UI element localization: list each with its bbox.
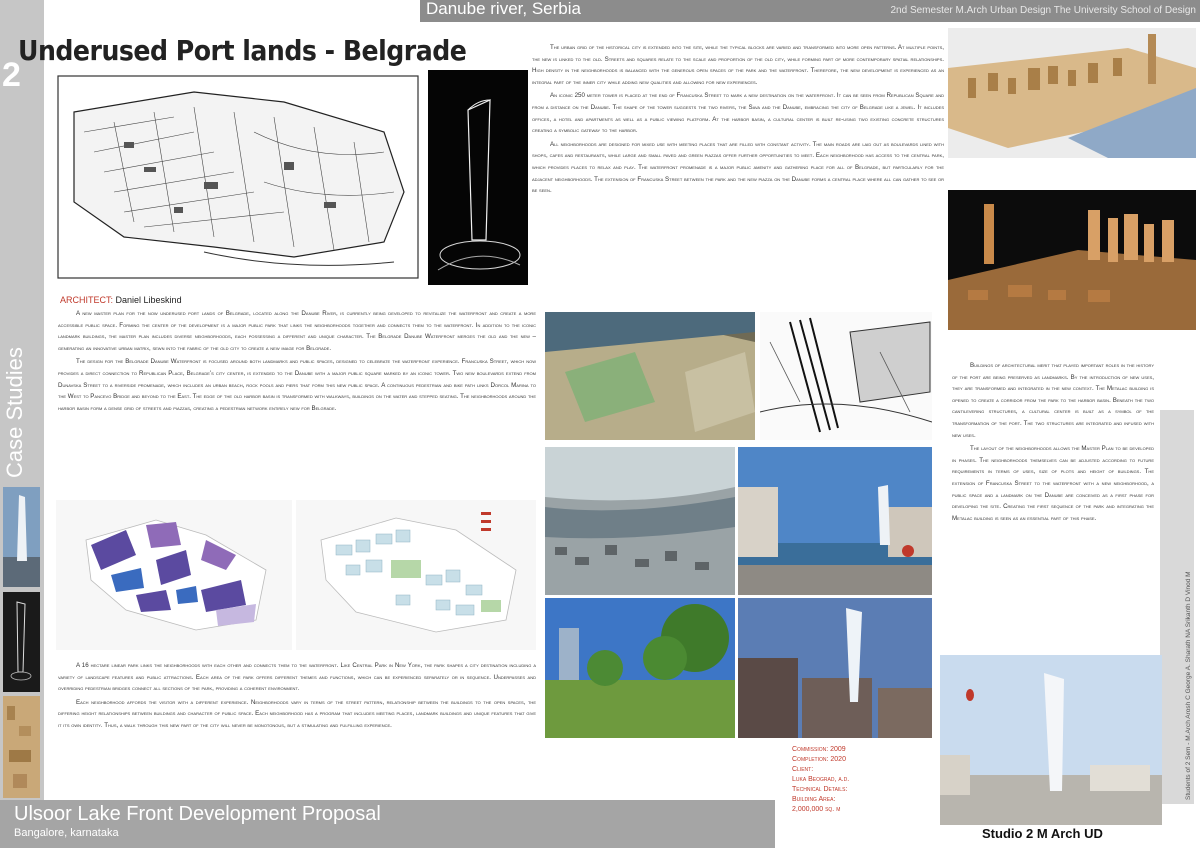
middle-paragraph: An iconic 250 meter tower is placed at the end of Francuska Street to mark a new destination on the waterfront. It can be seen from Republican Square and from a distance on the Danube. The shape of the tower suggests the two rivers, the Sava and the Danube, embracing the city of Belgrade like a jewel. It includes offices, a hotel and apartments as well as a public viewing platform. At the harbor basin, a cultural center is built re-using two existing concrete structures creating a symbolic gateway to the harbor.	[532, 92, 944, 135]
aerial-city-photo	[545, 447, 735, 595]
studio-label: Studio 2 M Arch UD	[982, 826, 1103, 841]
project-facts	[792, 745, 912, 815]
footer-title: Ulsoor Lake Front Development Proposal	[14, 803, 381, 825]
tower-render-dusk	[738, 598, 932, 738]
fact-area-label: Building Area:	[792, 796, 836, 803]
park-render	[545, 598, 735, 738]
footer-subtitle: Bangalore, karnataka	[14, 827, 119, 839]
right-paragraph: Buildings of architectural merit that played important roles in the history of the port are being preserved as landmarks. By the introduction of new uses, they are transformed and integrated in the new context. The Metalac building is opened to create a corridor from the park to the harbor basin. Beneath the two cantilevering structures, a cultural center is built as a symbol of the transformation of the port. The two structures are integrated and infused with new uses.	[952, 362, 1154, 439]
tower-sketch	[428, 70, 528, 285]
park-text-block	[58, 660, 536, 734]
fact-client: Luka Beograd, a.d.	[792, 776, 850, 783]
fact-completion: Completion: 2020	[792, 756, 846, 763]
perspective-sketch	[760, 312, 932, 440]
architect-name: Daniel Libeskind	[115, 295, 182, 305]
architect-label: ARCHITECT:	[60, 295, 114, 305]
middle-paragraph: All neighborhoods are designed for mixed use with meeting places that are filled with constant activity. The main roads are laid out as boulevards lined with shops, cafes and restaurants, while large and small paved and green piazzas offer further opportunities to meet. Each neighborhood has access to the central park, which provides places to relax and play. The waterfront promenade is a major public amenity and gathering place for all of Belgrade, but particularly for the adjacent neighborhoods. The extension of Francuska Street between the park and the new piazza on the Danube forms a central place where all can gather to see or be seen.	[532, 140, 945, 195]
page-title: Underused Port lands - Belgrade	[18, 34, 467, 67]
intro-text-block	[58, 308, 536, 416]
banner-course-label: 2nd Semester M.Arch Urban Design The University School of Design	[890, 5, 1196, 16]
master-plan-diagram-left	[56, 500, 292, 650]
intro-paragraph: A new master plan for the now underused port lands of Belgrade, located along the Danube River, is currently being developed to revitalize the waterfront and create a more accessible public space. Forming the center of the development is a major public park that links the neighborhoods together and connects them to the waterfront. In addition to the iconic landmark buildings, the master plan includes diverse neighborhoods, each possessing a different and unique character. The Belgrade Danube Waterfront merges the old and the new – generating an innovative urban matrix, sewn into the fabric of the old city to create a new image for Belgrade.	[58, 310, 536, 352]
tower-render-bottom	[940, 655, 1162, 825]
middle-text-block	[532, 42, 944, 199]
banner-place-title: Danube river, Serbia	[426, 0, 581, 18]
waterfront-render	[738, 447, 932, 595]
master-plan-diagram-right	[296, 500, 536, 650]
model-photo-top	[948, 28, 1196, 158]
thumb-tower-sketch	[3, 592, 40, 692]
middle-paragraph: The urban grid of the historical city is extended into the site, while the typical blocks are varied and transformed into more open patterns. At multiple points, the new is linked to the old. Streets and squares relate to the scale and proportion of the old city, while forming part of more contemporary spatial relationships. High density in the neighborhoods is balanced with the generous open spaces of the park and the waterfront. Therefore, the new development is experienced as an integral part of the inner city while adding new qualities and allowing for new experiences.	[532, 44, 944, 86]
model-photo-night	[948, 190, 1196, 330]
right-paragraph: The layout of the neighborhoods allows the Master Plan to be developed in phases. The neighborhoods themselves can be adjusted according to future requirements in terms of uses, size of plots and height of buildings. The extension of Francuska Street to the waterfront with a new neighborhood, a public space and a landmark on the Danube are conceived as a first phase for developing the site. Creating the first sequence of the park and integrating the Metalac building is seen as an essential part of this phase.	[952, 445, 1154, 522]
intro-paragraph: The design for the Belgrade Danube Waterfront is focused around both landmarks and public spaces, designed to celebrate the waterfront experience. Francuska Street, which now provides a direct connection to Republican Place, Belgrade's city center, is extended to the Danube with a major public square marked by an iconic tower. Two new boulevards extend from Dunavska Street to a riverside promenade, which includes an urban beach, rock pools and piers that form this new public space. A continuous pedestrian and bike path links Dorcol Marina to the West to Pancevo Bridge and beyond to the East. The edge of the old harbor basin is transformed with walkways, buildings on the water and stepped seating. The neighborhoods around the harbor basin form a dense grid of streets and piazzas, creating a pedestrian network entirely new for Belgrade.	[58, 358, 536, 412]
fact-technical-label: Technical Details:	[792, 786, 848, 793]
park-paragraph: Each neighborhood affords the visitor with a different experience. Neighborhoods vary in terms of the street pattern, relationship between the buildings to the open spaces, the differing height relationships between buildings and character of public space. Each neighborhood has a program that includes meeting places, landmark buildings and unique features that give it its own identity. Thus, a walk through this new part of the city will never be monotonous, but a stimulating and fulfilling experience.	[58, 698, 536, 729]
fact-commission: Commission: 2009	[792, 746, 846, 753]
thumb-model	[3, 696, 40, 798]
fact-client-label: Client:	[792, 766, 814, 773]
section-label: Case Studies	[2, 347, 27, 478]
aerial-model-photo	[545, 312, 755, 440]
student-credits: Students of 2 Sem - M.Arch Arosh C George A. Sharath NA Srikanth D Vinod M	[1185, 571, 1192, 800]
section-number: 2	[2, 56, 21, 94]
thumb-tower-render	[3, 487, 40, 587]
site-plan-sketch	[54, 72, 422, 282]
right-text-block	[952, 360, 1154, 526]
fact-area: 2,000,000 sq. m	[792, 806, 841, 813]
architect-line	[60, 295, 182, 305]
park-paragraph: A 16 hectare linear park links the neighborhoods with each other and connects them to the waterfront. Like Central Park in New York, the park shapes a city destination including a variety of landscape features and public attractions. Each area of the park offers different themes and functions, which can be experienced separately or in sequence. Underpasses and overriding pedestrian bridges connect all sections of the park, providing a coherent environment.	[58, 662, 536, 693]
